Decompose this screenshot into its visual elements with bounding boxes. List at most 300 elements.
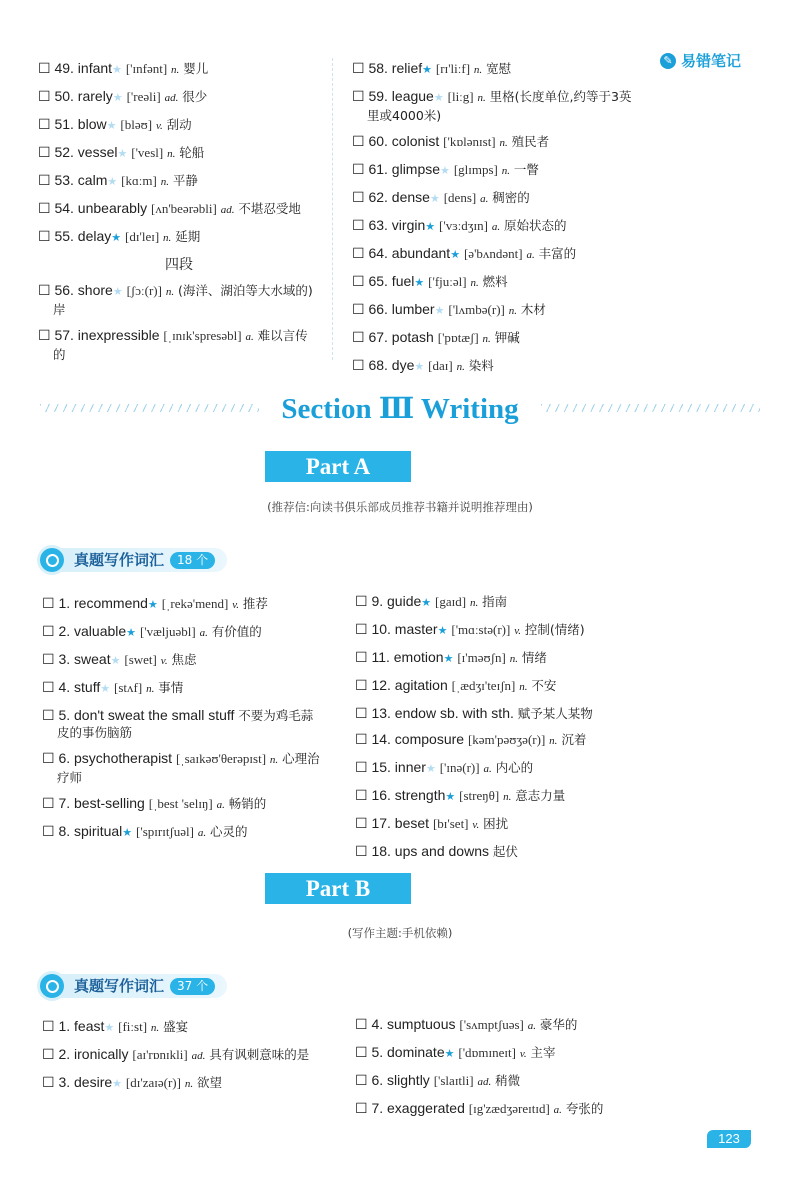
vocab-entry — [355, 593, 645, 612]
part-of-speech: n. — [499, 137, 508, 149]
chinese-meaning: 平静 — [172, 173, 198, 188]
vocab-entry — [38, 88, 320, 107]
part-of-speech: a. — [526, 249, 535, 261]
hatch-decoration-right — [541, 404, 760, 412]
phonetic: [stʌf] — [114, 680, 143, 695]
vocab-entry — [42, 795, 320, 814]
checkbox-icon: ☐ — [355, 759, 368, 775]
part-of-speech: a. — [553, 1104, 562, 1116]
part-of-speech: v. — [160, 655, 168, 667]
vocab-word: 3. sweat — [58, 651, 111, 667]
section-title: Section Ⅲ Writing — [281, 392, 519, 425]
chinese-meaning: 推荐 — [242, 596, 268, 611]
phonetic: [ˌsaɪkəʊ'θerəpɪst] — [175, 751, 267, 766]
star-icon: ★ — [100, 683, 111, 695]
vocab-word: 8. spiritual — [58, 823, 123, 839]
chinese-meaning: 焦虑 — [171, 652, 197, 667]
vocab-word: 54. unbearably — [54, 200, 148, 216]
checkbox-icon: ☐ — [38, 327, 51, 343]
checkbox-icon: ☐ — [355, 705, 368, 721]
phonetic: ['dɒmɪneɪt] — [458, 1045, 516, 1060]
vocab-word: 11. emotion — [371, 649, 444, 665]
vocab-word: 51. blow — [54, 116, 107, 132]
vocab-word: 18. ups and downs — [371, 843, 489, 859]
vocab-entry — [355, 621, 645, 640]
vocab-entry — [42, 750, 320, 786]
checkbox-icon: ☐ — [42, 795, 55, 811]
checkbox-icon: ☐ — [355, 787, 368, 803]
vocab-entry — [38, 282, 320, 318]
checkbox-icon: ☐ — [42, 1074, 55, 1090]
part-of-speech: ad. — [220, 204, 235, 216]
vocab-entry — [352, 329, 642, 348]
chinese-meaning: (海洋、湖泊等大水域的)岸 — [53, 283, 313, 317]
phonetic: [swet] — [124, 652, 157, 667]
vocab-entry — [355, 1100, 645, 1119]
vocab-entry — [38, 172, 320, 191]
star-icon: ★ — [450, 249, 461, 261]
part-a-banner: Part A — [265, 451, 411, 482]
phonetic: [streŋθ] — [459, 788, 500, 803]
part-a-left-list — [42, 595, 320, 851]
phonetic: ['ɪnfənt] — [125, 61, 168, 76]
vocab-word: 52. vessel — [54, 144, 118, 160]
part-b-vocab-header — [40, 972, 227, 1000]
vocab-entry — [352, 60, 642, 79]
vocab-entry — [352, 189, 642, 208]
part-of-speech: n. — [519, 681, 528, 693]
chinese-meaning: 意志力量 — [515, 788, 566, 803]
vocab-word: 15. inner — [371, 759, 426, 775]
star-icon: ★ — [445, 791, 456, 803]
part-of-speech: n. — [160, 176, 169, 188]
vocab-entry — [352, 88, 642, 124]
vocab-word: 67. potash — [368, 329, 434, 345]
part-of-speech: a. — [245, 331, 254, 343]
vocab-entry — [42, 595, 320, 614]
part-b-right-list — [355, 1016, 645, 1128]
chinese-meaning: 一瞥 — [513, 162, 539, 177]
phonetic: [bɪ'set] — [432, 816, 469, 831]
chinese-meaning: 夸张的 — [565, 1101, 604, 1116]
phonetic: [ʌn'beərəbli] — [150, 201, 217, 216]
part-of-speech: v. — [519, 1048, 527, 1060]
vocab-entry — [355, 649, 645, 668]
vocab-word: 5. dominate — [371, 1044, 445, 1060]
star-icon: ★ — [429, 193, 440, 205]
checkbox-icon: ☐ — [42, 750, 55, 766]
part-of-speech: v. — [155, 120, 163, 132]
phonetic: [aɪ'rɒnɪkli] — [132, 1047, 188, 1062]
part-of-speech: n. — [146, 683, 155, 695]
checkbox-icon: ☐ — [42, 623, 55, 639]
vocab-word: 4. stuff — [58, 679, 101, 695]
phonetic: ['fjuːəl] — [428, 274, 467, 289]
phonetic: [bləʊ] — [120, 117, 153, 132]
vocab-header-label: 真题写作词汇 — [74, 551, 165, 569]
checkbox-icon: ☐ — [355, 843, 368, 859]
checkbox-icon: ☐ — [38, 172, 51, 188]
phonetic: ['vesl] — [131, 145, 164, 160]
checkbox-icon: ☐ — [352, 60, 365, 76]
checkbox-icon: ☐ — [42, 1018, 55, 1034]
chinese-meaning: 稠密的 — [492, 190, 530, 205]
vocab-entry — [42, 1074, 320, 1093]
vocab-entry — [42, 623, 320, 642]
vocab-entry — [38, 228, 320, 247]
chinese-meaning: 畅销的 — [228, 796, 267, 811]
part-a-vocab-header — [40, 546, 227, 574]
star-icon: ★ — [443, 653, 454, 665]
vocab-word: 53. calm — [54, 172, 108, 188]
vocab-entry — [355, 815, 645, 834]
vocab-entry — [355, 787, 645, 806]
part-of-speech: a. — [483, 763, 492, 775]
checkbox-icon: ☐ — [352, 133, 365, 149]
phonetic: ['pɒtæʃ] — [437, 330, 479, 345]
phonetic: [dɪ'leɪ] — [125, 229, 160, 244]
vocab-entry — [355, 1044, 645, 1063]
paragraph-heading: 四段 — [165, 256, 193, 272]
vocab-word: 55. delay — [54, 228, 112, 244]
part-of-speech: n. — [508, 305, 517, 317]
checkbox-icon: ☐ — [355, 677, 368, 693]
phonetic: ['mɑːstə(r)] — [451, 622, 511, 637]
vocab-entry — [42, 1018, 320, 1037]
vocab-word: 7. exaggerated — [371, 1100, 465, 1116]
chinese-meaning: 控制(情绪) — [524, 622, 585, 637]
top-vocab-right-list — [352, 60, 642, 385]
part-a-subtitle: (推荐信:向读书俱乐部成员推荐书籍并说明推荐理由) — [267, 500, 533, 514]
phonetic: ['vɜːdʒɪn] — [439, 218, 488, 233]
star-icon: ★ — [111, 232, 122, 244]
chinese-meaning: 沉着 — [561, 732, 587, 747]
count-badge: 37 个 — [170, 978, 215, 995]
vocab-word: 14. composure — [371, 731, 465, 747]
checkbox-icon: ☐ — [352, 301, 365, 317]
chinese-meaning: 盛宴 — [163, 1019, 189, 1034]
checkbox-icon: ☐ — [42, 595, 55, 611]
checkbox-icon: ☐ — [38, 60, 51, 76]
star-icon: ★ — [107, 176, 118, 188]
part-of-speech: n. — [167, 148, 176, 160]
phonetic: [glɪmps] — [453, 162, 498, 177]
star-icon: ★ — [106, 120, 117, 132]
chinese-meaning: 起伏 — [492, 844, 518, 859]
part-of-speech: n. — [150, 1022, 160, 1034]
chinese-meaning: 具有讽刺意味的是 — [209, 1047, 310, 1062]
phonetic: ['reəli] — [126, 89, 161, 104]
part-of-speech: ad. — [191, 1050, 206, 1062]
vocab-word: 49. infant — [54, 60, 113, 76]
chinese-meaning: 丰富的 — [538, 246, 577, 261]
checkbox-icon: ☐ — [38, 144, 51, 160]
phonetic: ['ɪnə(r)] — [439, 760, 480, 775]
vocab-word: 64. abundant — [368, 245, 451, 261]
vocab-entry — [352, 245, 642, 264]
vocab-entry — [355, 677, 645, 696]
star-icon: ★ — [112, 286, 123, 298]
part-of-speech: a. — [216, 799, 225, 811]
checkbox-icon: ☐ — [38, 282, 51, 298]
checkbox-icon: ☐ — [355, 731, 368, 747]
checkbox-icon: ☐ — [355, 815, 368, 831]
phonetic: [dens] — [443, 190, 477, 205]
checkbox-icon: ☐ — [38, 88, 51, 104]
phonetic: [fiːst] — [118, 1019, 148, 1034]
star-icon: ★ — [444, 1048, 455, 1060]
vocab-entry — [352, 301, 642, 320]
chinese-meaning: 赋予某人某物 — [517, 706, 593, 721]
part-of-speech: v. — [514, 625, 522, 637]
chinese-meaning: 宽慰 — [486, 61, 512, 76]
chinese-meaning: 很少 — [182, 89, 208, 104]
star-icon: ★ — [433, 92, 444, 104]
phonetic: ['kɒlənɪst] — [443, 134, 496, 149]
chinese-meaning: 有价值的 — [211, 624, 262, 639]
vocab-entry — [38, 116, 320, 135]
star-icon: ★ — [425, 221, 436, 233]
part-b-subtitle: (写作主题:手机依赖) — [347, 926, 453, 940]
pencil-icon: ✎ — [660, 53, 676, 69]
chinese-meaning: 情绪 — [521, 650, 547, 665]
star-icon: ★ — [437, 625, 448, 637]
top-vocab-left-list — [38, 60, 320, 372]
part-of-speech: a. — [197, 827, 207, 839]
phonetic: ['væljuəbl] — [139, 624, 196, 639]
vocab-word: 6. slightly — [371, 1072, 430, 1088]
checkbox-icon: ☐ — [352, 329, 365, 345]
vocab-entry — [352, 133, 642, 152]
chinese-meaning: 燃料 — [482, 274, 508, 289]
part-of-speech: n. — [509, 653, 518, 665]
part-a-right-list — [355, 593, 645, 869]
phonetic: [ə'bʌndənt] — [463, 246, 523, 261]
checkbox-icon: ☐ — [42, 823, 55, 839]
chinese-meaning: 难以言传的 — [53, 328, 308, 362]
vocab-entry — [355, 843, 645, 860]
vocab-word: 10. master — [371, 621, 438, 637]
vocab-word: 9. guide — [371, 593, 422, 609]
checkbox-icon: ☐ — [355, 1016, 368, 1032]
part-of-speech: a. — [491, 221, 501, 233]
star-icon: ★ — [117, 148, 128, 160]
part-of-speech: n. — [501, 165, 511, 177]
vocab-entry — [355, 1072, 645, 1091]
chinese-meaning: 不安 — [531, 678, 557, 693]
vocab-word: 68. dye — [368, 357, 415, 373]
phonetic: [ˌbest 'selɪŋ] — [148, 796, 213, 811]
star-icon: ★ — [126, 627, 137, 639]
vocab-entry — [42, 651, 320, 670]
chinese-meaning: 心理治疗师 — [57, 751, 320, 785]
column-divider — [332, 58, 333, 360]
phonetic: [ˌædʒɪ'teɪʃn] — [451, 678, 516, 693]
chinese-meaning: 内心的 — [495, 760, 534, 775]
vocab-entry — [42, 679, 320, 698]
chinese-meaning: 刮动 — [166, 117, 192, 132]
vocab-word: 2. ironically — [58, 1046, 129, 1062]
chinese-meaning: 不要为鸡毛蒜皮的事伤脑筋 — [57, 708, 314, 740]
chinese-meaning: 延期 — [175, 229, 201, 244]
chinese-meaning: 殖民者 — [511, 134, 550, 149]
magnifier-icon — [40, 548, 64, 572]
vocab-word: 13. endow sb. with sth. — [371, 705, 514, 721]
vocab-entry — [352, 161, 642, 180]
part-of-speech: a. — [199, 627, 208, 639]
chinese-meaning: 欲望 — [196, 1075, 222, 1090]
star-icon: ★ — [414, 277, 425, 289]
vocab-word: 3. desire — [58, 1074, 113, 1090]
vocab-word: 4. sumptuous — [371, 1016, 456, 1032]
hatch-decoration-left — [40, 404, 259, 412]
checkbox-icon: ☐ — [38, 200, 51, 216]
vocab-word: 50. rarely — [54, 88, 113, 104]
vocab-word: 66. lumber — [368, 301, 435, 317]
part-of-speech: a. — [527, 1020, 536, 1032]
chinese-meaning: 主宰 — [530, 1045, 556, 1060]
checkbox-icon: ☐ — [352, 161, 365, 177]
checkbox-icon: ☐ — [42, 707, 55, 723]
part-of-speech: n. — [184, 1078, 194, 1090]
brand-logo — [660, 50, 741, 71]
phonetic: [daɪ] — [428, 358, 453, 373]
phonetic: [ɪ'məʊʃn] — [457, 650, 506, 665]
star-icon: ★ — [112, 1078, 123, 1090]
checkbox-icon: ☐ — [38, 116, 51, 132]
vocab-word: 63. virgin — [368, 217, 426, 233]
part-of-speech: n. — [163, 232, 172, 244]
part-of-speech: n. — [470, 277, 479, 289]
phonetic: [gaɪd] — [435, 594, 467, 609]
vocab-entry — [355, 731, 645, 750]
vocab-word: 5. don't sweat the small stuff — [58, 707, 235, 723]
vocab-word: 16. strength — [371, 787, 446, 803]
brand-label: 易错笔记 — [681, 52, 742, 70]
phonetic: [ʃɔː(r)] — [126, 283, 162, 298]
chinese-meaning: 心灵的 — [210, 824, 248, 839]
part-of-speech: n. — [269, 754, 279, 766]
star-icon: ★ — [422, 64, 433, 76]
vocab-entry — [42, 823, 320, 842]
part-of-speech: n. — [456, 361, 465, 373]
phonetic: ['sʌmptʃuəs] — [459, 1017, 524, 1032]
vocab-entry — [38, 327, 320, 363]
page-number: 123 — [707, 1130, 751, 1148]
part-b-left-list — [42, 1018, 320, 1102]
chinese-meaning: 染料 — [468, 358, 494, 373]
chinese-meaning: 稍微 — [495, 1073, 521, 1088]
star-icon: ★ — [122, 827, 133, 839]
star-icon: ★ — [110, 655, 121, 667]
checkbox-icon: ☐ — [352, 273, 365, 289]
part-of-speech: n. — [549, 735, 558, 747]
vocab-entry — [355, 705, 645, 722]
vocab-entry — [42, 1046, 320, 1065]
vocab-word: 2. valuable — [58, 623, 127, 639]
section-header — [40, 390, 760, 426]
vocab-word: 62. dense — [368, 189, 430, 205]
vocab-word: 6. psychotherapist — [58, 750, 173, 766]
checkbox-icon: ☐ — [42, 651, 55, 667]
checkbox-icon: ☐ — [355, 593, 368, 609]
phonetic: ['lʌmbə(r)] — [448, 302, 505, 317]
chinese-meaning: 原始状态的 — [504, 218, 567, 233]
star-icon: ★ — [425, 763, 436, 775]
chinese-meaning: 木材 — [520, 302, 546, 317]
chinese-meaning: 不堪忍受地 — [238, 201, 301, 216]
phonetic: ['spɪrɪtʃuəl] — [136, 824, 194, 839]
chinese-meaning: 轮船 — [179, 145, 205, 160]
phonetic: [ɪg'zædʒəreɪtɪd] — [468, 1101, 550, 1116]
part-of-speech: n. — [171, 64, 180, 76]
part-of-speech: n. — [477, 92, 486, 104]
checkbox-icon: ☐ — [355, 621, 368, 637]
checkbox-icon: ☐ — [352, 189, 365, 205]
part-of-speech: a. — [480, 193, 489, 205]
chinese-meaning: 豪华的 — [539, 1017, 578, 1032]
vocab-entry — [42, 707, 320, 741]
part-of-speech: n. — [469, 597, 479, 609]
chinese-meaning: 里格(长度单位,约等于3英里或4000米) — [367, 89, 632, 123]
vocab-entry — [38, 144, 320, 163]
star-icon: ★ — [104, 1022, 115, 1034]
vocab-word: 1. recommend — [58, 595, 148, 611]
part-of-speech: n. — [503, 791, 512, 803]
star-icon: ★ — [112, 64, 122, 76]
vocab-word: 65. fuel — [368, 273, 415, 289]
vocab-word: 7. best-selling — [58, 795, 145, 811]
vocab-entry — [38, 200, 320, 219]
vocab-entry — [352, 273, 642, 292]
vocab-entry — [355, 1016, 645, 1035]
vocab-word: 58. relief — [368, 60, 423, 76]
phonetic: [rɪ'liːf] — [435, 61, 471, 76]
checkbox-icon: ☐ — [38, 228, 51, 244]
phonetic: [kəm'pəʊʒə(r)] — [467, 732, 546, 747]
vocab-entry — [355, 759, 645, 778]
star-icon: ★ — [421, 597, 432, 609]
phonetic: [kɑːm] — [121, 173, 157, 188]
vocab-word: 56. shore — [54, 282, 113, 298]
checkbox-icon: ☐ — [355, 1072, 368, 1088]
count-badge: 18 个 — [170, 552, 215, 569]
chinese-meaning: 事情 — [158, 680, 184, 695]
vocab-word: 61. glimpse — [368, 161, 441, 177]
checkbox-icon: ☐ — [355, 649, 368, 665]
checkbox-icon: ☐ — [42, 679, 55, 695]
star-icon: ★ — [434, 305, 445, 317]
checkbox-icon: ☐ — [42, 1046, 55, 1062]
phonetic: [ˌrekə'mend] — [161, 596, 229, 611]
star-icon: ★ — [414, 361, 425, 373]
vocab-word: 1. feast — [58, 1018, 105, 1034]
vocab-entry — [352, 357, 642, 376]
checkbox-icon: ☐ — [352, 357, 365, 373]
magnifier-icon — [40, 974, 64, 998]
phonetic: ['slaɪtli] — [433, 1073, 474, 1088]
vocab-word: 17. beset — [371, 815, 430, 831]
vocab-word: 59. league — [368, 88, 434, 104]
vocab-word: 12. agitation — [371, 677, 448, 693]
checkbox-icon: ☐ — [355, 1044, 368, 1060]
part-of-speech: v. — [472, 819, 480, 831]
star-icon: ★ — [147, 599, 158, 611]
star-icon: ★ — [440, 165, 450, 177]
checkbox-icon: ☐ — [352, 88, 365, 104]
star-icon: ★ — [112, 92, 123, 104]
part-b-banner: Part B — [265, 873, 411, 904]
